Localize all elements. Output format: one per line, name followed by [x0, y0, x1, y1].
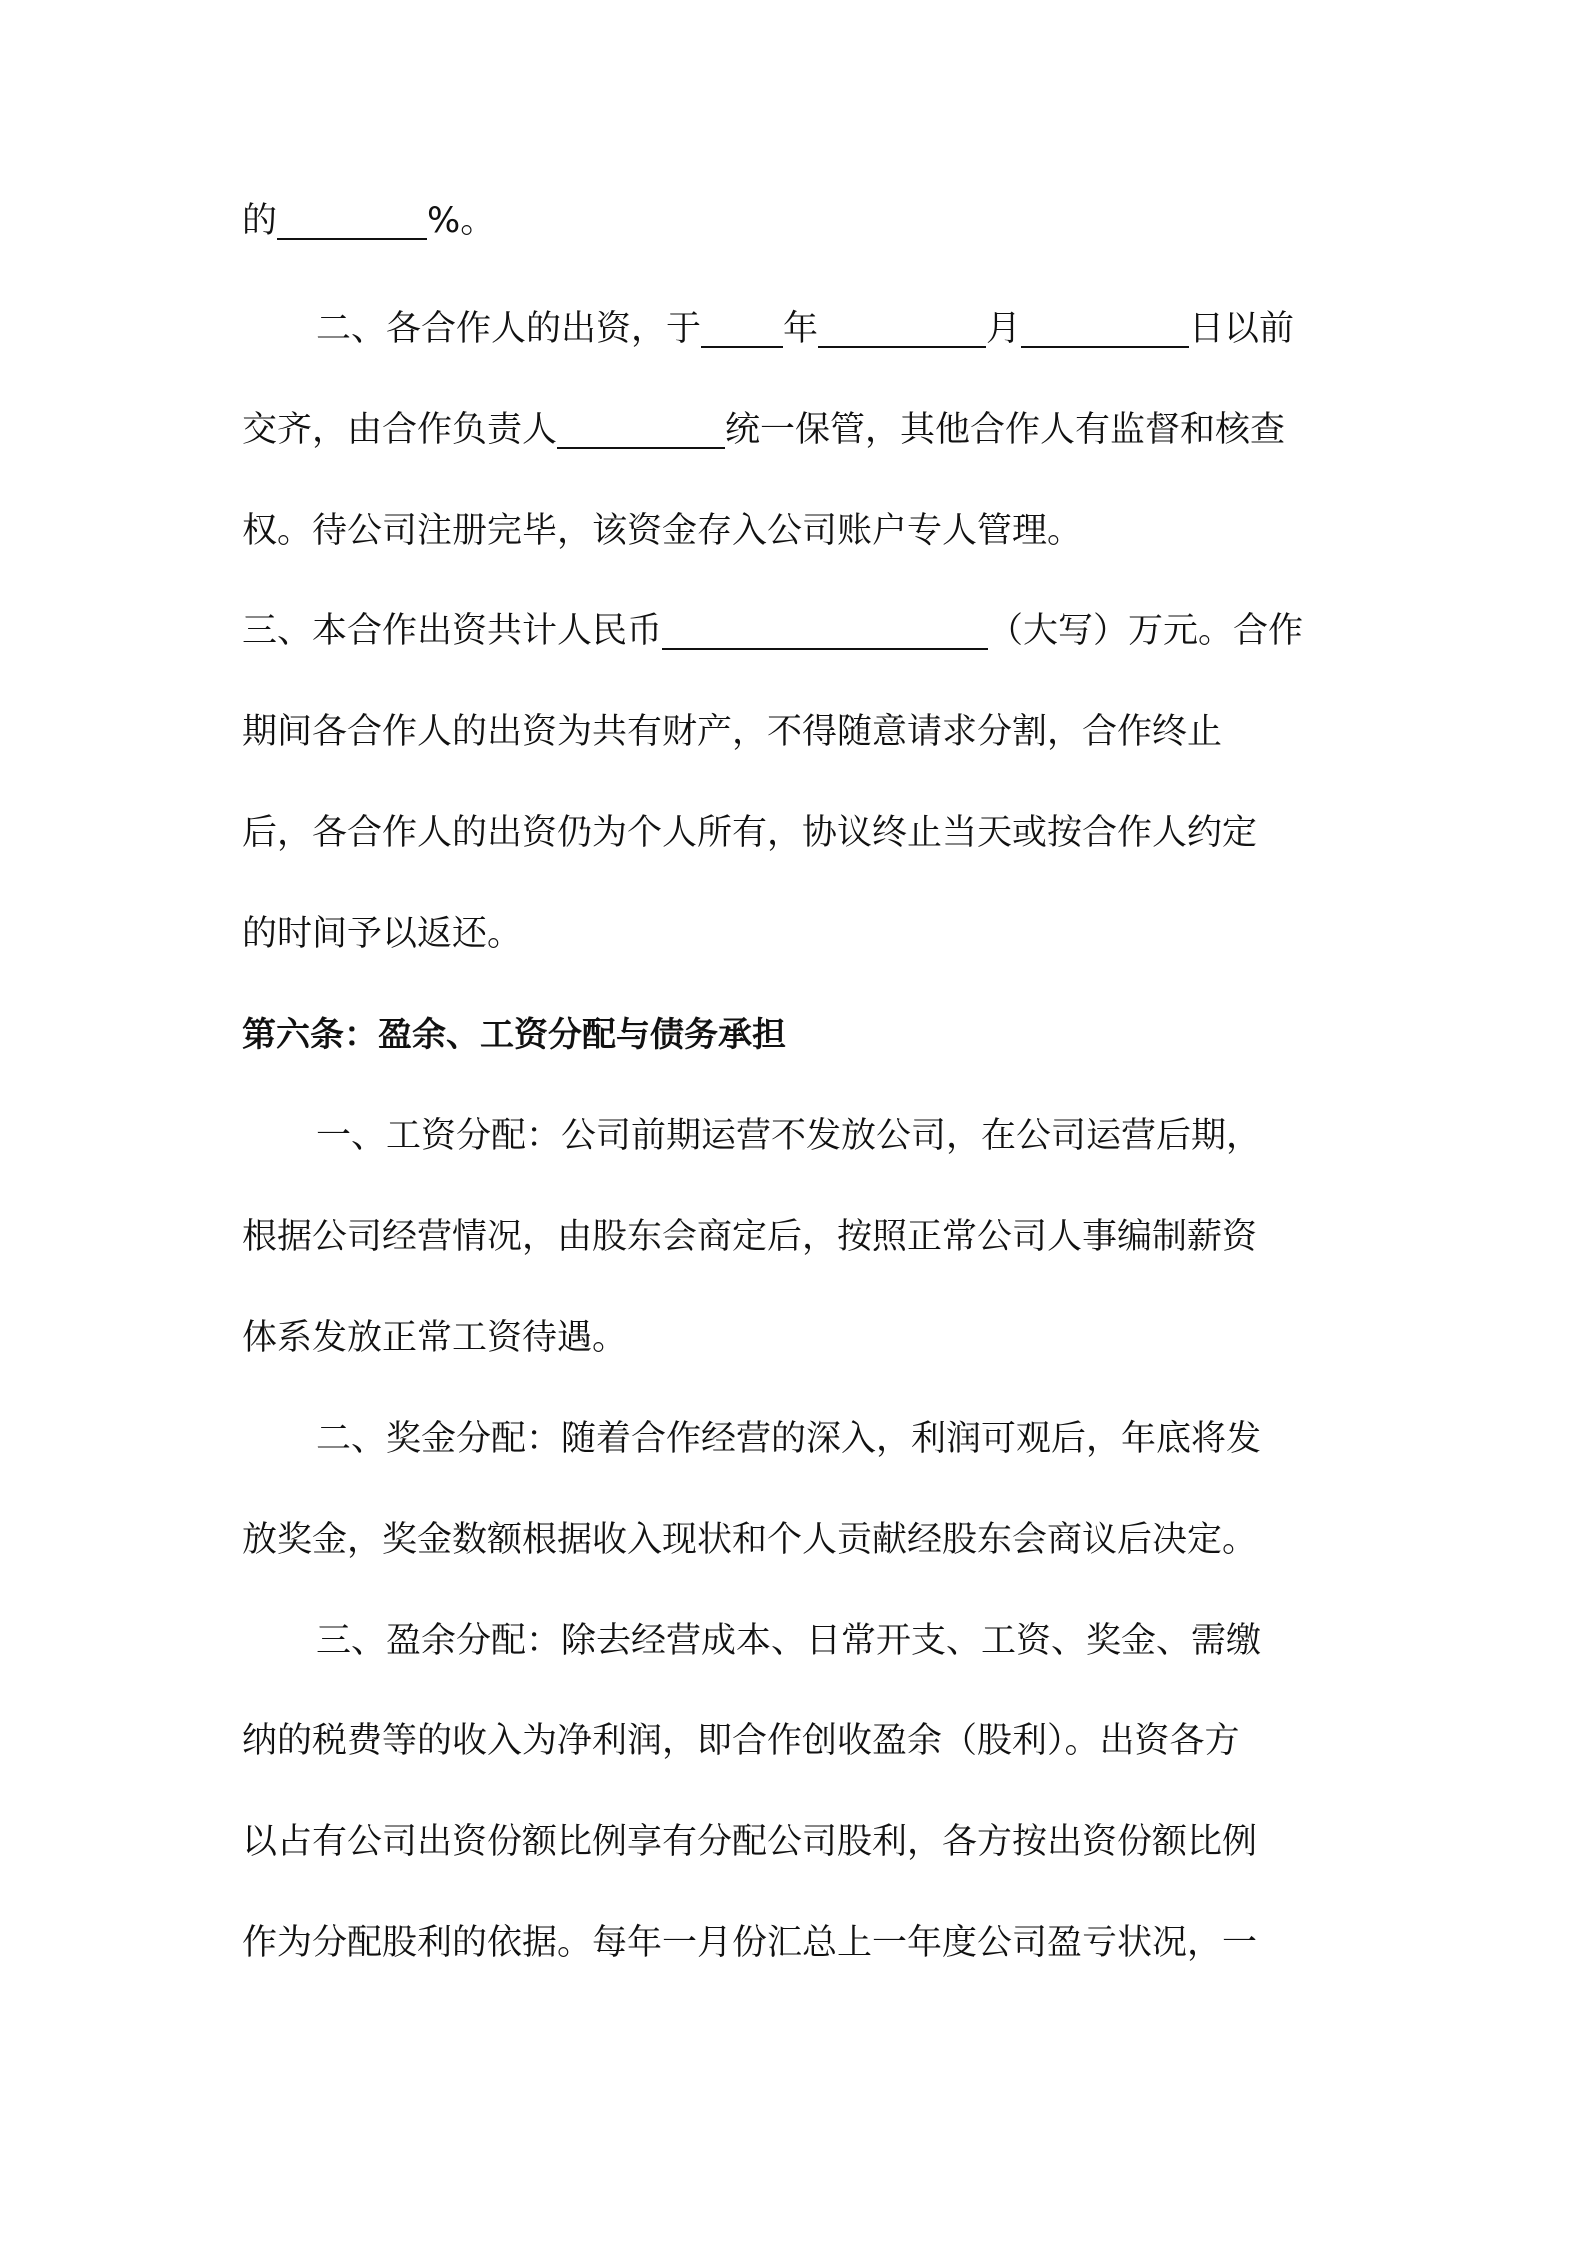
- text-fragment: 三、本合作出资共计人民币: [242, 611, 663, 651]
- section-heading: 第六条：盈余、工资分配与债务承担: [242, 1015, 786, 1055]
- text-line: 的时间予以返还。: [242, 914, 523, 954]
- text-line: 根据公司经营情况，由股东会商定后，按照正常公司人事编制薪资: [242, 1217, 1258, 1257]
- text-line: [242, 196, 1352, 246]
- blank-field-manager[interactable]: [557, 411, 725, 449]
- text-fragment: 统一保管，其他合作人有监督和核查: [725, 410, 1286, 450]
- text-fragment: 交齐，由合作负责人: [242, 410, 558, 450]
- text-line: 一、工资分配：公司前期运营不发放公司，在公司运营后期，: [316, 1116, 1262, 1156]
- text-line: 体系发放正常工资待遇。: [242, 1318, 628, 1358]
- blank-field-year[interactable]: [701, 310, 783, 348]
- text-fragment: 年: [783, 309, 819, 349]
- text-fragment: 日以前: [1189, 309, 1295, 349]
- blank-field-month[interactable]: [818, 310, 986, 348]
- text-line: 后，各合作人的出资仍为个人所有，协议终止当天或按合作人约定: [242, 813, 1258, 853]
- text-line: 以占有公司出资份额比例享有分配公司股利，各方按出资份额比例: [242, 1822, 1258, 1862]
- blank-field-day[interactable]: [1021, 310, 1189, 348]
- text-fragment: 二、各合作人的出资，于: [316, 309, 702, 349]
- blank-field-amount[interactable]: [662, 612, 988, 650]
- text-line: 纳的税费等的收入为净利润，即合作创收盈余（股利）。出资各方: [242, 1721, 1240, 1761]
- text-line: [316, 304, 1426, 354]
- text-line: 二、奖金分配：随着合作经营的深入，利润可观后，年底将发: [316, 1419, 1262, 1459]
- text-line: [242, 606, 1352, 656]
- text-fragment: 月: [986, 309, 1022, 349]
- text-fragment: 的: [242, 201, 278, 241]
- text-line: 三、盈余分配：除去经营成本、日常开支、工资、奖金、需缴: [316, 1621, 1262, 1661]
- text-line: 放奖金，奖金数额根据收入现状和个人贡献经股东会商议后决定。: [242, 1520, 1258, 1560]
- text-line: 期间各合作人的出资为共有财产，不得随意请求分割，合作终止: [242, 712, 1223, 752]
- text-line: [242, 405, 1352, 455]
- blank-field[interactable]: [277, 202, 427, 240]
- text-fragment: （大写）万元。合作: [988, 611, 1304, 651]
- text-line: 作为分配股利的依据。每年一月份汇总上一年度公司盈亏状况，一: [242, 1923, 1258, 1963]
- text-fragment: %。: [427, 201, 496, 241]
- text-line: 权。待公司注册完毕，该资金存入公司账户专人管理。: [242, 511, 1083, 551]
